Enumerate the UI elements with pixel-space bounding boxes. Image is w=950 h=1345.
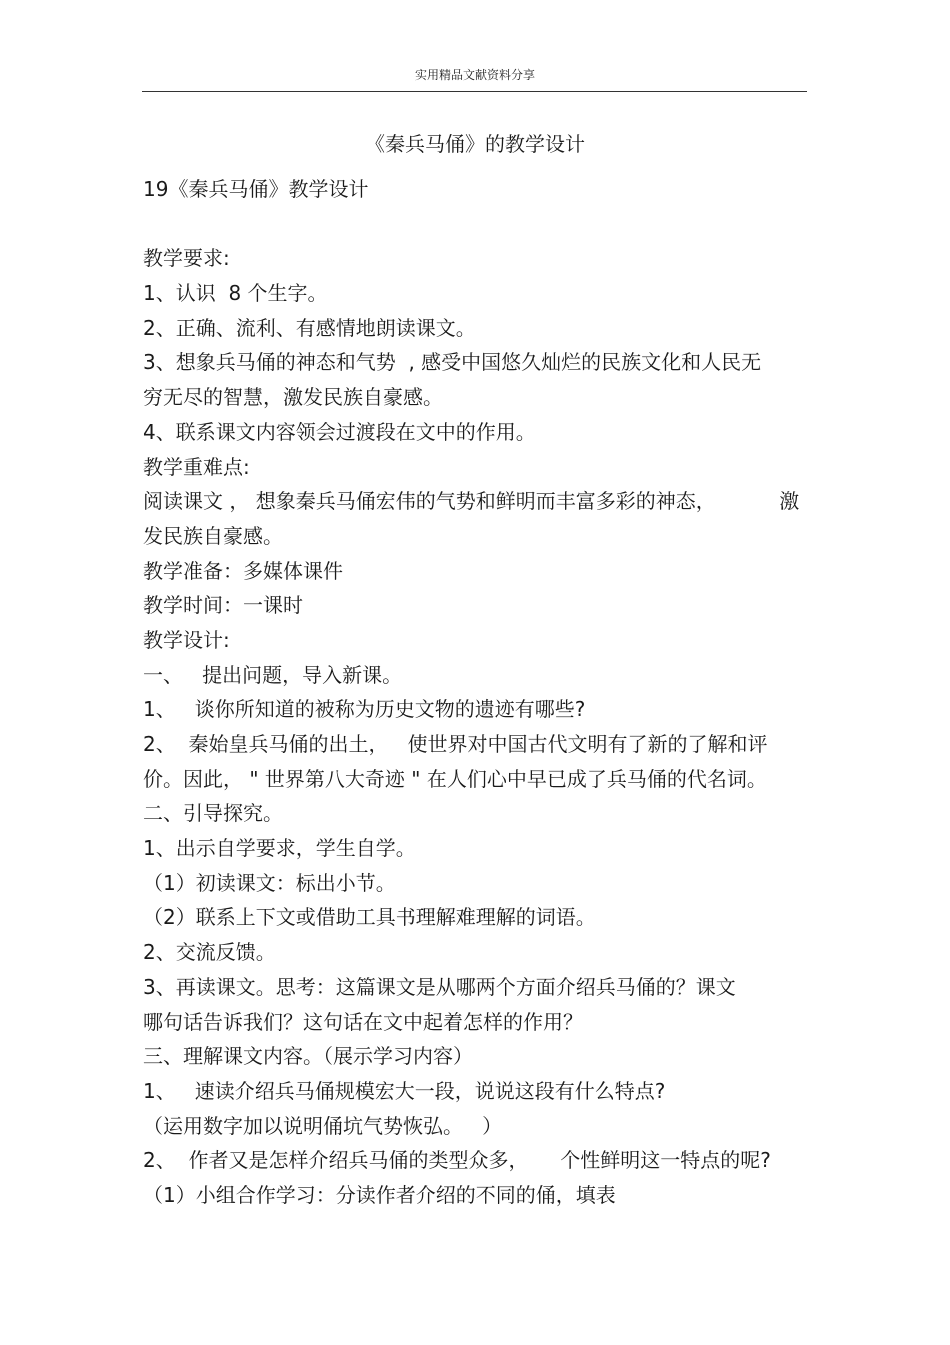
text-line: 2、交流反馈。 [143,940,276,965]
text-line: （1）小组合作学习：分读作者介绍的不同的俑，填表 [143,1182,616,1207]
section-heading: 教学要求: [143,246,230,271]
text-line: 3、想象兵马俑的神态和气势 , 感受中国悠久灿烂的民族文化和人民无 [143,350,762,375]
text-line: 1、 谈你所知道的被称为历史文物的遗迹有哪些? [143,697,586,722]
page-header: 实用精品文献资料分享 [414,68,535,82]
blank-line [143,207,807,242]
text-line: （2）联系上下文或借助工具书理解难理解的词语。 [143,905,596,930]
text-line: 2、 秦始皇兵马俑的出土， 使世界对中国古代文明有了新的了解和评 [143,732,768,756]
section-heading: 教学设计: [143,627,230,652]
text-line: 2、正确、流利、有感情地朗读课文。 [143,315,476,340]
subtitle-line: 19《秦兵马俑》教学设计 [143,177,369,201]
text-line: 1、认识 8 个生字。 [143,281,328,306]
text-line: 三、理解课文内容。（展示学习内容） [143,1044,473,1069]
text-line: 1、 速读介绍兵马俑规模宏大一段，说说这段有什么特点? [143,1078,666,1103]
text-line: 一、 提出问题，导入新课。 [143,662,403,687]
header-divider [142,91,807,92]
text-line: 穷无尽的智慧，激发民族自豪感。 [143,385,443,410]
text-line: 教学时间：一课时 [143,593,303,618]
section-heading: 教学重难点: [143,454,250,479]
text-line: 二、引导探究。 [143,801,283,826]
text-line: 哪句话告诉我们？这句话在文中起着怎样的作用？ [143,1009,583,1034]
text-line: （1）初读课文：标出小节。 [143,870,396,895]
text-line: 1、出示自学要求，学生自学。 [143,836,416,861]
text-line: 发民族自豪感。 [143,523,283,548]
text-line: 2、 作者又是怎样介绍兵马俑的类型众多， 个性鲜明这一特点的呢? [143,1148,771,1173]
document-title: 《秦兵马俑》的教学设计 [365,132,585,156]
text-line: （运用数字加以说明俑坑气势恢弘。 ） [143,1113,503,1138]
text-line: 教学准备：多媒体课件 [143,558,343,583]
text-line: 4、联系课文内容领会过渡段在文中的作用。 [143,419,536,444]
text-line: 阅读课文 ， 想象秦兵马俑宏伟的气势和鲜明而丰富多彩的神态， 激 [143,489,800,514]
document-body [143,172,807,1213]
text-line: 3、再读课文。思考：这篇课文是从哪两个方面介绍兵马俑的？课文 [143,974,736,999]
text-line: 价。因此， " 世界第八大奇迹 " 在人们心中早已成了兵马俑的代名词。 [143,766,767,791]
